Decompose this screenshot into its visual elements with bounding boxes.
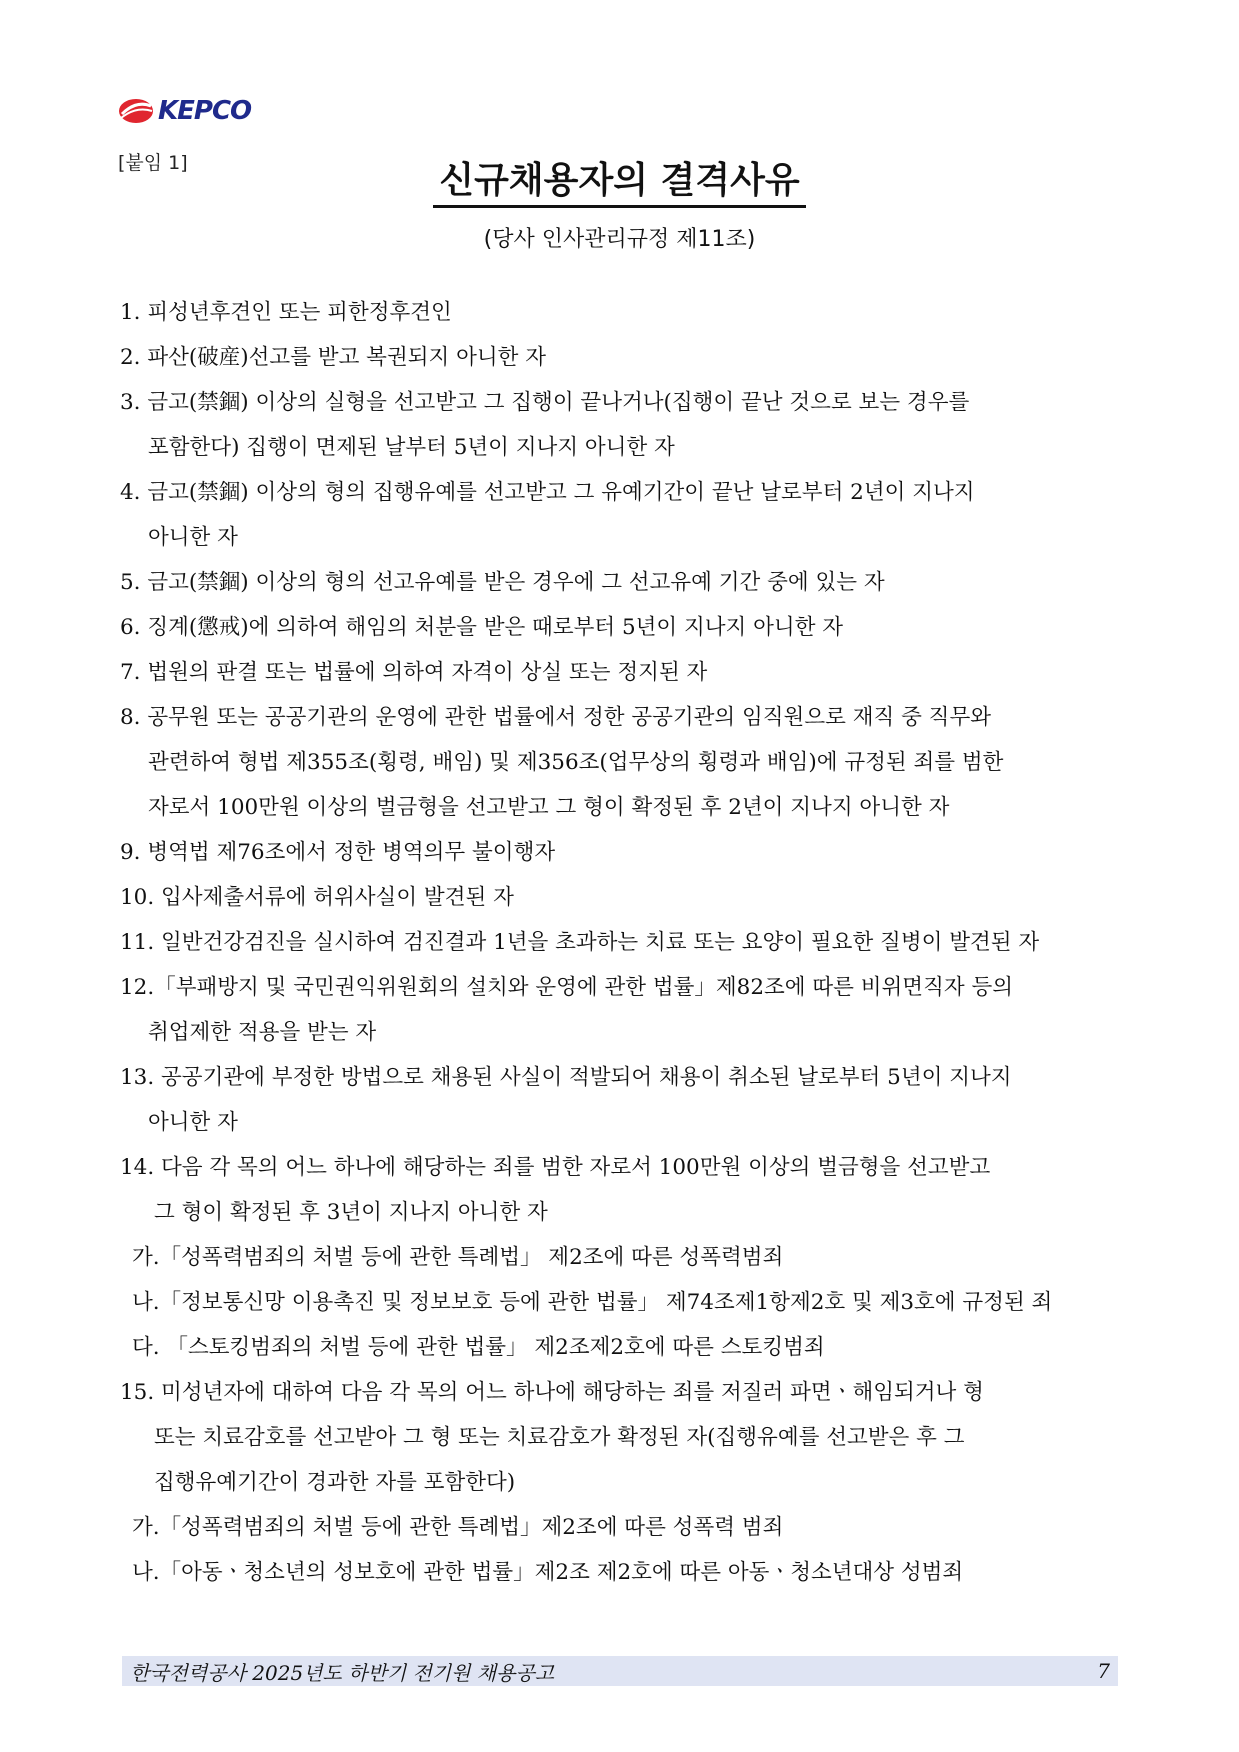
item-line: 아니한 자	[148, 525, 238, 550]
item-line: 자로서 100만원 이상의 벌금형을 선고받고 그 형이 확정된 후 2년이 지나지 아니한 자	[148, 795, 950, 820]
page-title: 신규채용자의 결격사유	[433, 152, 805, 208]
page-subtitle: (당사 인사관리규정 제11조)	[483, 227, 756, 252]
list-item	[120, 830, 1130, 875]
item-line: 집행유예기간이 경과한 자를 포함한다)	[154, 1470, 516, 1495]
item-line: 5. 금고(禁錮) 이상의 형의 선고유예를 받은 경우에 그 선고유예 기간 중에 있는 자	[120, 570, 885, 595]
attachment-label: [붙임 1]	[118, 152, 188, 174]
item-line: 10. 입사제출서류에 허위사실이 발견된 자	[120, 885, 514, 910]
list-item	[120, 290, 1130, 335]
list-item	[120, 695, 1130, 830]
list-item	[120, 1055, 1130, 1145]
sub-item: 나.「아동ㆍ청소년의 성보호에 관한 법률」제2조 제2호에 따른 아동ㆍ청소년대상 성범죄	[132, 1560, 964, 1585]
item-line: 15. 미성년자에 대하여 다음 각 목의 어느 하나에 해당하는 죄를 저질러 파면ㆍ해임되거나 형	[120, 1380, 984, 1405]
list-item	[120, 875, 1130, 920]
item-line: 관련하여 형법 제355조(횡령, 배임) 및 제356조(업무상의 횡령과 배임)에 규정된 죄를 범한	[148, 750, 1004, 775]
item-line: 1. 피성년후견인 또는 피한정후견인	[120, 300, 452, 325]
footer-text: 한국전력공사 2025년도 하반기 전기원 채용공고	[130, 1660, 555, 1685]
item-line: 또는 치료감호를 선고받아 그 형 또는 치료감호가 확정된 자(집행유예를 선고받은 후 그	[154, 1425, 965, 1450]
disqualification-list	[120, 290, 1130, 1595]
list-item	[120, 335, 1130, 380]
item-line: 8. 공무원 또는 공공기관의 운영에 관한 법률에서 정한 공공기관의 임직원으로 재직 중 직무와	[120, 705, 991, 730]
item-line: 11. 일반건강검진을 실시하여 검진결과 1년을 초과하는 치료 또는 요양이 필요한 질병이 발견된 자	[120, 930, 1040, 955]
item-line: 아니한 자	[148, 1110, 238, 1135]
item-line: 14. 다음 각 목의 어느 하나에 해당하는 죄를 범한 자로서 100만원 이상의 벌금형을 선고받고	[120, 1155, 991, 1180]
item-line: 3. 금고(禁錮) 이상의 실형을 선고받고 그 집행이 끝나거나(집행이 끝난 것으로 보는 경우를	[120, 390, 970, 415]
item-line: 9. 병역법 제76조에서 정한 병역의무 불이행자	[120, 840, 556, 865]
item-line: 포함한다) 집행이 면제된 날부터 5년이 지나지 아니한 자	[148, 435, 675, 460]
list-item	[120, 605, 1130, 650]
kepco-logo	[118, 96, 251, 126]
sub-item: 가.「성폭력범죄의 처벌 등에 관한 특례법」제2조에 따른 성폭력 범죄	[132, 1515, 784, 1540]
logo-text: KEPCO	[158, 96, 252, 126]
page-title-wrap	[0, 152, 1239, 208]
sub-item: 가.「성폭력범죄의 처벌 등에 관한 특례법」 제2조에 따른 성폭력범죄	[132, 1245, 784, 1270]
list-item	[120, 380, 1130, 470]
sub-item: 나.「정보통신망 이용촉진 및 정보보호 등에 관한 법률」 제74조제1항제2호 및 제3호에 규정된 죄	[132, 1290, 1053, 1315]
page-number: 7	[1097, 1659, 1110, 1683]
list-item	[120, 965, 1130, 1055]
item-line: 6. 징계(懲戒)에 의하여 해임의 처분을 받은 때로부터 5년이 지나지 아니한 자	[120, 615, 844, 640]
list-item	[120, 560, 1130, 605]
sub-item: 다. 「스토킹범죄의 처벌 등에 관한 법률」 제2조제2호에 따른 스토킹범죄	[132, 1335, 825, 1360]
kepco-emblem-icon	[118, 98, 154, 124]
item-line: 13. 공공기관에 부정한 방법으로 채용된 사실이 적발되어 채용이 취소된 날로부터 5년이 지나지	[120, 1065, 1012, 1090]
item-line: 취업제한 적용을 받는 자	[148, 1020, 377, 1045]
list-item	[120, 470, 1130, 560]
list-item	[120, 650, 1130, 695]
list-item	[120, 1145, 1130, 1370]
list-item	[120, 1370, 1130, 1595]
item-line: 그 형이 확정된 후 3년이 지나지 아니한 자	[154, 1200, 548, 1225]
list-item	[120, 920, 1130, 965]
item-line: 12.「부패방지 및 국민권익위원회의 설치와 운영에 관한 법률」제82조에 따른 비위면직자 등의	[120, 975, 1013, 1000]
item-line: 7. 법원의 판결 또는 법률에 의하여 자격이 상실 또는 정지된 자	[120, 660, 708, 685]
item-line: 2. 파산(破産)선고를 받고 복권되지 아니한 자	[120, 345, 546, 370]
page-footer	[122, 1656, 1118, 1686]
item-line: 4. 금고(禁錮) 이상의 형의 집행유예를 선고받고 그 유예기간이 끝난 날로부터 2년이 지나지	[120, 480, 975, 505]
